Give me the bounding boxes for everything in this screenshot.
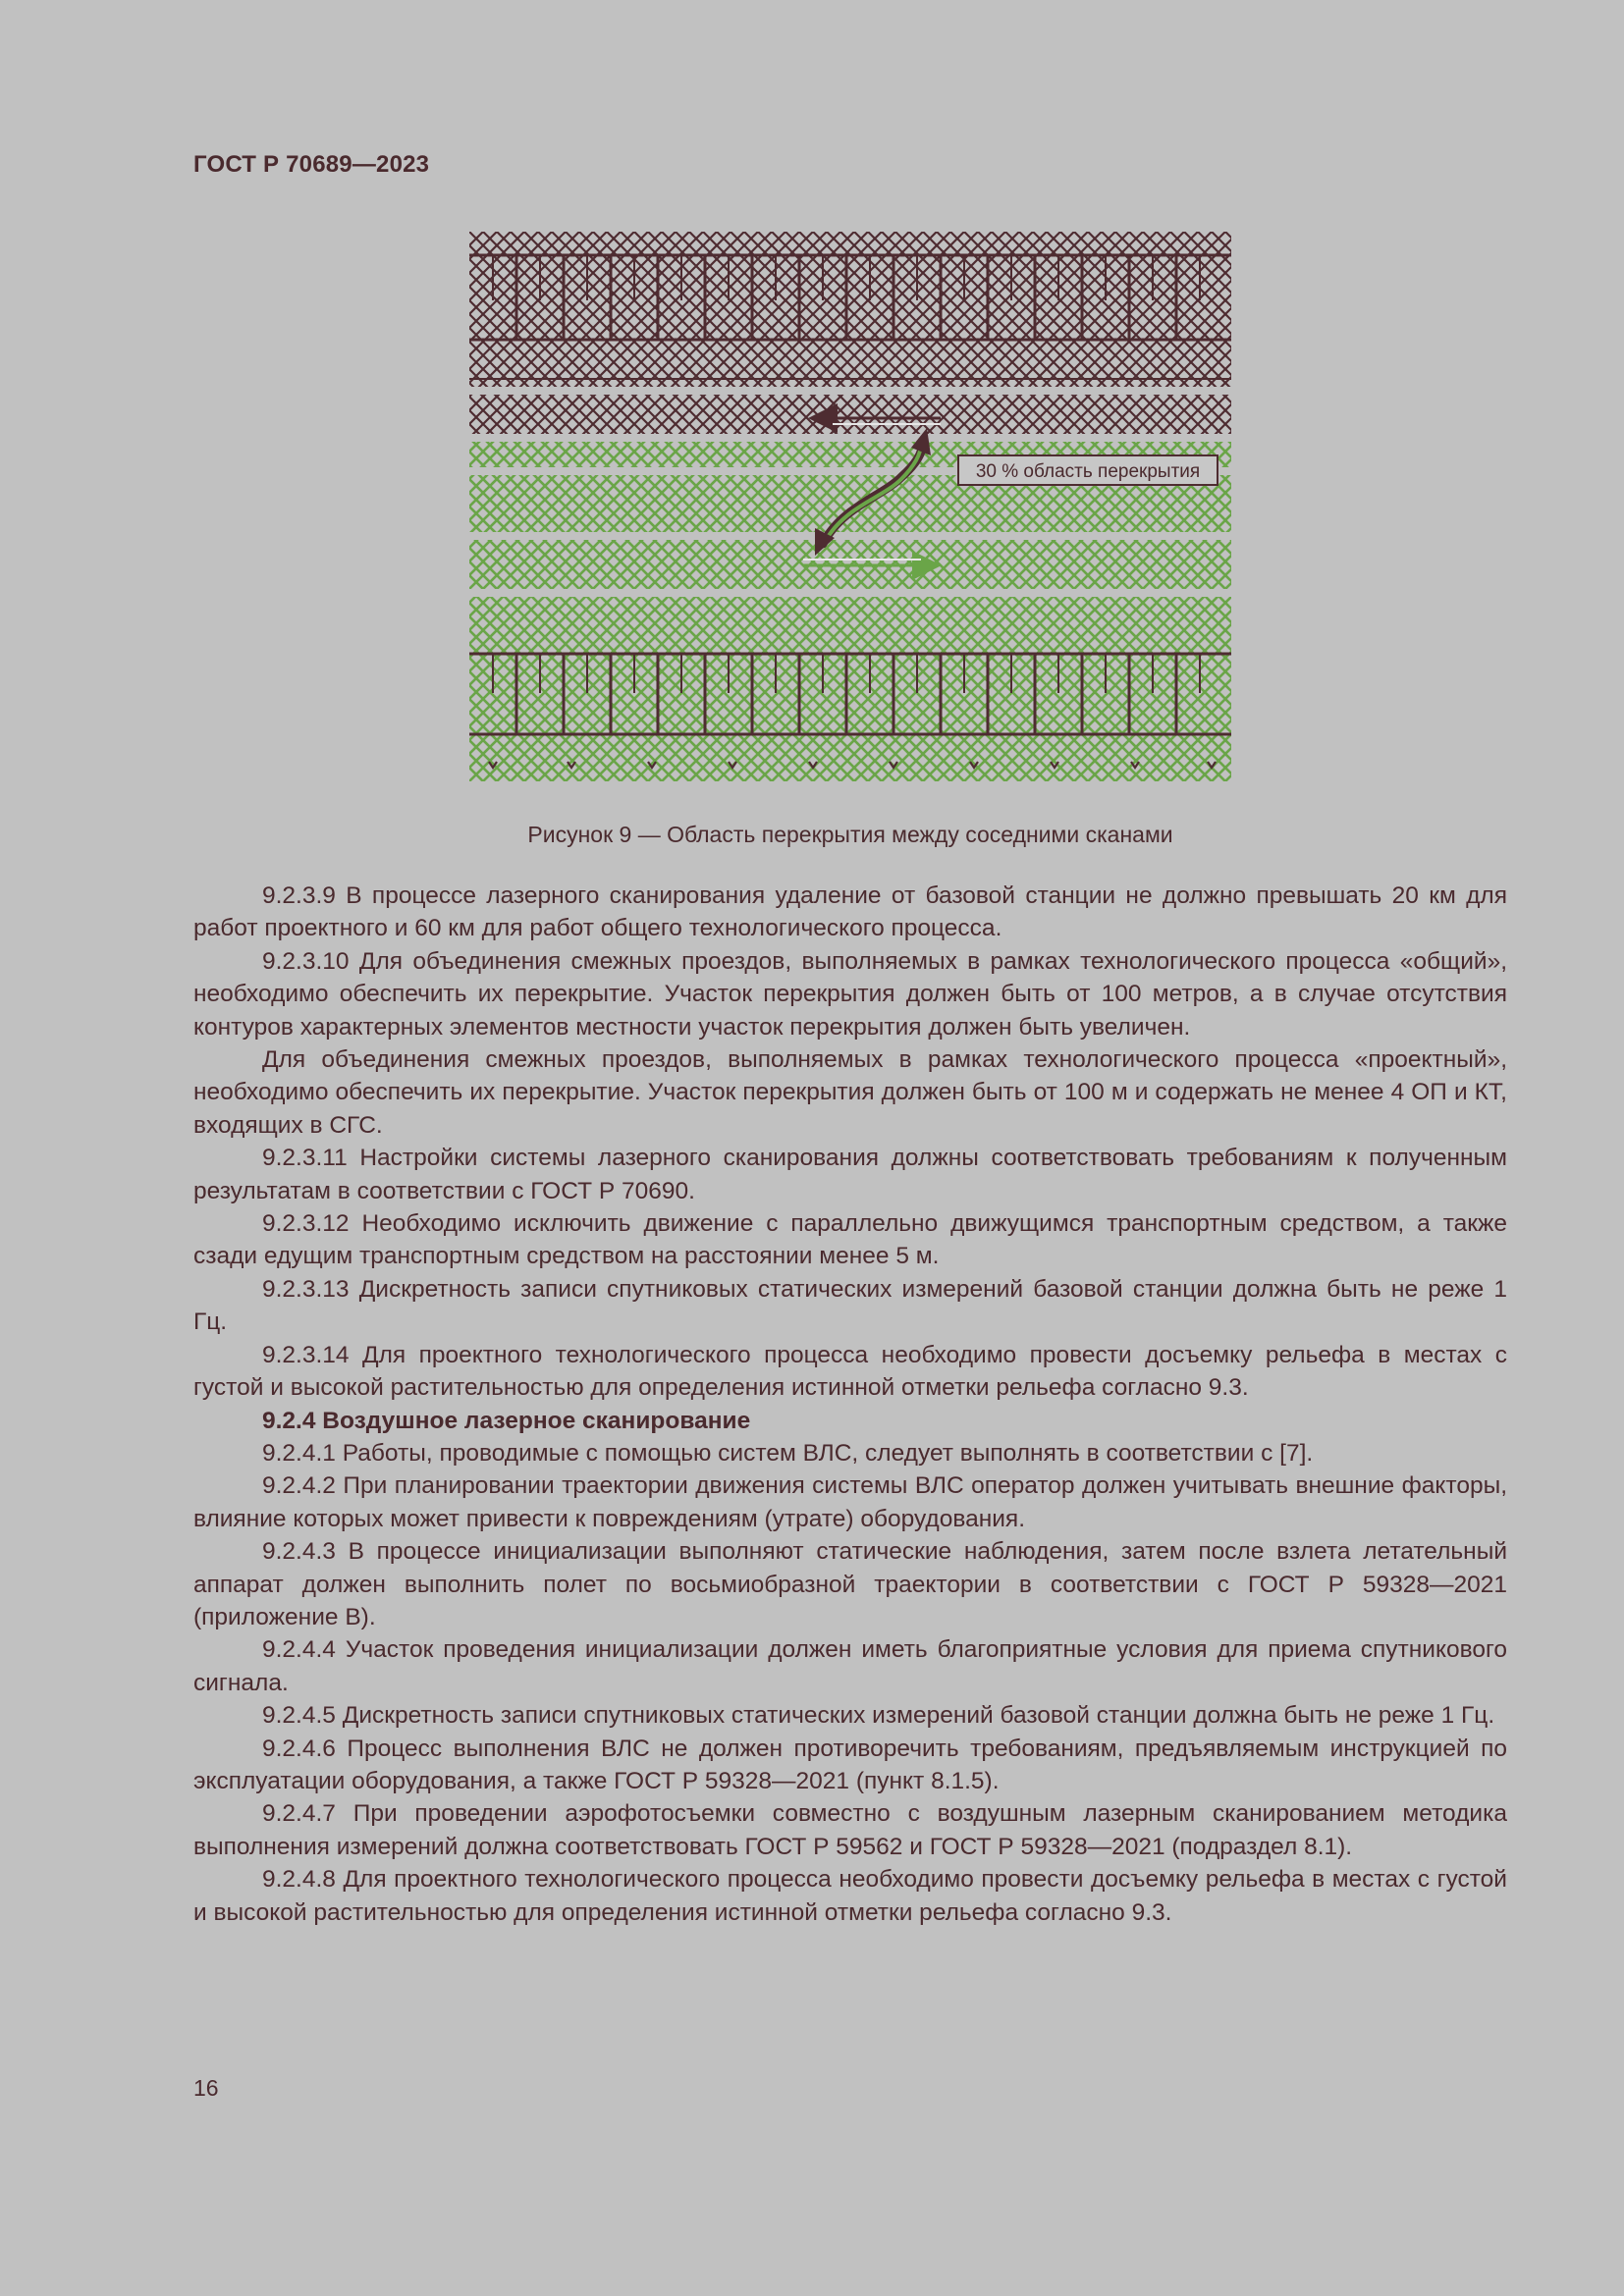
paragraph: 9.2.4.6 Процесс выполнения ВЛС не должен противоречить требованиям, предъявляемым инструкцией по эксплуатации оборудования, а также ГОСТ Р 59328—2021 (пункт 8.1.5). <box>193 1735 1507 1794</box>
figure-caption: Рисунок 9 — Область перекрытия между соседними сканами <box>527 822 1173 847</box>
paragraph: 9.2.4.1 Работы, проводимые с помощью систем ВЛС, следует выполнять в соответствии с [7]. <box>262 1439 1314 1467</box>
paragraph: 9.2.3.12 Необходимо исключить движение с параллельно движущимся транспортным средством, а также сзади едущим транспортным средством на расстоянии менее 5 м. <box>193 1210 1507 1270</box>
section-heading: 9.2.4 Воздушное лазерное сканирование <box>262 1407 751 1434</box>
overlap-label: 30 % область перекрытия <box>975 461 1201 482</box>
paragraph: 9.2.4.7 При проведении аэрофотосъемки совместно с воздушным лазерным сканированием методика выполнения измерений должна соответствовать ГОСТ Р 59562 и ГОСТ Р 59328—2021 (подраздел 8.1). <box>193 1800 1507 1860</box>
paragraph: 9.2.3.10 Для объединения смежных проездов, выполняемых в рамках технологического процесса «общий», необходимо обеспечить их перекрытие. Участок перекрытия должен быть от 100 метров, а в случае отсутствия контуров характерных элементов местности участок перекрытия должен быть увеличен. <box>193 947 1507 1041</box>
paragraph: 9.2.3.14 Для проектного технологического процесса необходимо провести досъемку рельефа в местах с густой и высокой растительностью для определения истинной отметки рельефа согласно 9.3. <box>193 1341 1507 1402</box>
paragraph: 9.2.3.9 В процессе лазерного сканирования удаление от базовой станции не должно превышать 20 км для работ проектного и 60 км для работ общего технологического процесса. <box>193 882 1507 942</box>
paragraph: Для объединения смежных проездов, выполняемых в рамках технологического процесса «проектный», необходимо обеспечить их перекрытие. Участок перекрытия должен быть от 100 м и содержать не менее 4 ОП и КТ, входящих в СГС. <box>193 1046 1507 1139</box>
page-number: 16 <box>193 2075 219 2101</box>
paragraph: 9.2.4.2 При планировании траектории движения системы ВЛС оператор должен учитывать внешние факторы, влияние которых может привести к повреждениям (утрате) оборудования. <box>193 1472 1507 1532</box>
document-code: ГОСТ Р 70689—2023 <box>193 151 430 178</box>
overlap-figure <box>469 232 1231 781</box>
paragraph: 9.2.4.3 В процессе инициализации выполняют статические наблюдения, затем после взлета летательный аппарат должен выполнить полет по восьмиобразной траектории в соответствии с ГОСТ Р 59328—2021 (приложение В). <box>193 1538 1507 1630</box>
upper-scan-band-lower <box>469 395 1231 434</box>
paragraph: 9.2.4.8 Для проектного технологического процесса необходимо провести досъемку рельефа в местах с густой и высокой растительностью для определения истинной отметки рельефа согласно 9.3. <box>193 1866 1507 1926</box>
paragraph: 9.2.4.4 Участок проведения инициализации должен иметь благоприятные условия для приема спутникового сигнала. <box>193 1636 1507 1696</box>
document-body <box>193 880 1507 1929</box>
paragraph: 9.2.3.11 Настройки системы лазерного сканирования должны соответствовать требованиям к полученным результатам в соответствии с ГОСТ Р 70690. <box>193 1145 1507 1204</box>
paragraph: 9.2.4.5 Дискретность записи спутниковых статических измерений базовой станции должна быть не реже 1 Гц. <box>262 1702 1495 1730</box>
lower-scan-band-3 <box>469 597 1231 781</box>
paragraph: 9.2.3.13 Дискретность записи спутниковых статических измерений базовой станции должна быть не реже 1 Гц. <box>193 1275 1507 1336</box>
